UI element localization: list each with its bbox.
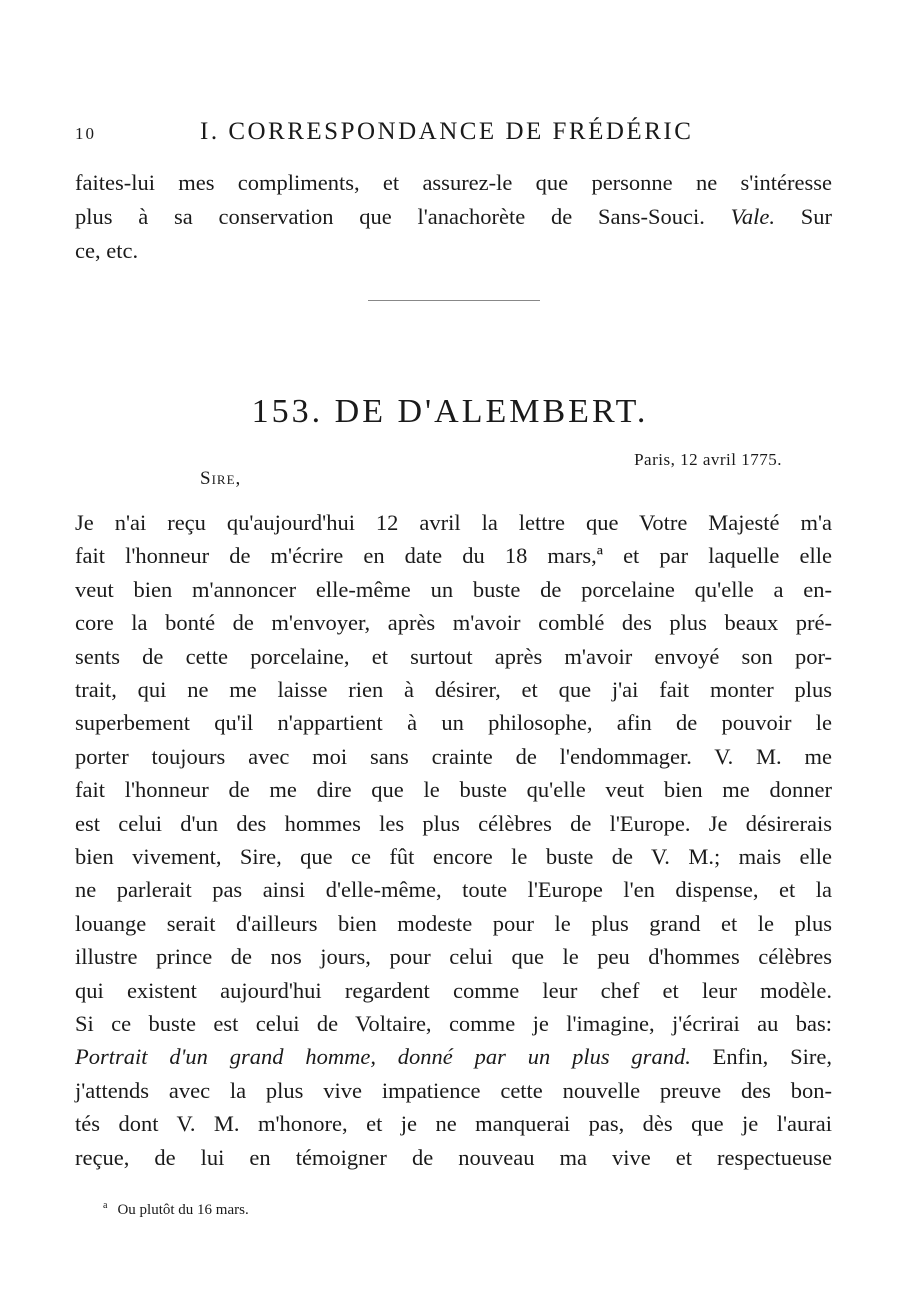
text-span: plus à sa conservation que l'anachorète de Sans-Souci.: [75, 204, 705, 229]
text-line: bien vivement, Sire, que ce fût encore le buste de V. M.; mais elle: [75, 844, 832, 869]
text-line: louange serait d'ailleurs bien modeste pour le plus grand et le plus: [75, 910, 832, 936]
text-line: trait, qui ne me laisse rien à désirer, et que j'ai fait monter plus: [75, 677, 832, 702]
section-divider: [368, 300, 540, 301]
text-line: illustre prince de nos jours, pour celui que le peu d'hommes célèbres: [75, 944, 832, 970]
text-line: fait l'honneur de m'écrire en date du 18 mars,ª et par laquelle elle: [75, 543, 832, 569]
footnote-marker: a: [103, 1200, 108, 1211]
italic-text: Vale.: [730, 204, 775, 229]
footnote-text: Ou plutôt du 16 mars.: [117, 1202, 249, 1218]
text-span: Enfin, Sire,: [712, 1044, 832, 1070]
running-header: [75, 118, 835, 148]
text-line: reçue, de lui en témoigner de nouveau ma vive et respectueuse: [75, 1144, 832, 1170]
running-title: I. CORRESPONDANCE DE FRÉDÉRIC: [200, 118, 694, 145]
text-line: Je n'ai reçu qu'aujourd'hui 12 avril la lettre que Votre Majesté m'a: [75, 510, 832, 535]
text-line: superbement qu'il n'appartient à un philosophe, afin de pouvoir le: [75, 710, 832, 736]
text-line: Si ce buste est celui de Voltaire, comme je l'imagine, j'écrirai au bas:: [75, 1011, 832, 1036]
text-line: fait l'honneur de me dire que le buste qu'elle veut bien me donner: [75, 777, 832, 803]
page-number: 10: [75, 124, 96, 143]
text-span: Sur: [800, 204, 833, 229]
text-line: est celui d'un des hommes les plus célèbres de l'Europe. Je désirerais: [75, 810, 832, 836]
footnote: [103, 1200, 249, 1219]
text-line: tés dont V. M. m'honore, et je ne manquerai pas, dès que je l'aurai: [75, 1111, 832, 1137]
dateline: Paris, 12 avril 1775.: [634, 450, 782, 469]
text-line: ne parlerait pas ainsi d'elle-même, toute l'Europe l'en dispense, et la: [75, 877, 832, 903]
text-line: ce, etc.: [75, 238, 139, 263]
text-line: qui existent aujourd'hui regardent comme leur chef et leur modèle.: [75, 977, 832, 1003]
text-line: [75, 206, 832, 229]
text-line: veut bien m'annoncer elle-même un buste de porcelaine qu'elle a en-: [75, 576, 832, 602]
italic-text: Portrait d'un grand homme, donné par un plus grand.: [75, 1044, 691, 1070]
text-line: core la bonté de m'envoyer, après m'avoir comblé des plus beaux pré-: [75, 610, 832, 636]
letter-title: 153. DE D'ALEMBERT.: [251, 393, 649, 430]
text-line: porter toujours avec moi sans crainte de l'endommager. V. M. me: [75, 743, 832, 769]
text-line: [75, 1046, 832, 1069]
text-line: faites-lui mes compliments, et assurez-le que personne ne s'intéresse: [75, 170, 832, 195]
text-line: sents de cette porcelaine, et surtout après m'avoir envoyé son por-: [75, 643, 832, 669]
salutation: Sire,: [200, 468, 242, 489]
text-line: j'attends avec la plus vive impatience cette nouvelle preuve des bon-: [75, 1077, 832, 1103]
